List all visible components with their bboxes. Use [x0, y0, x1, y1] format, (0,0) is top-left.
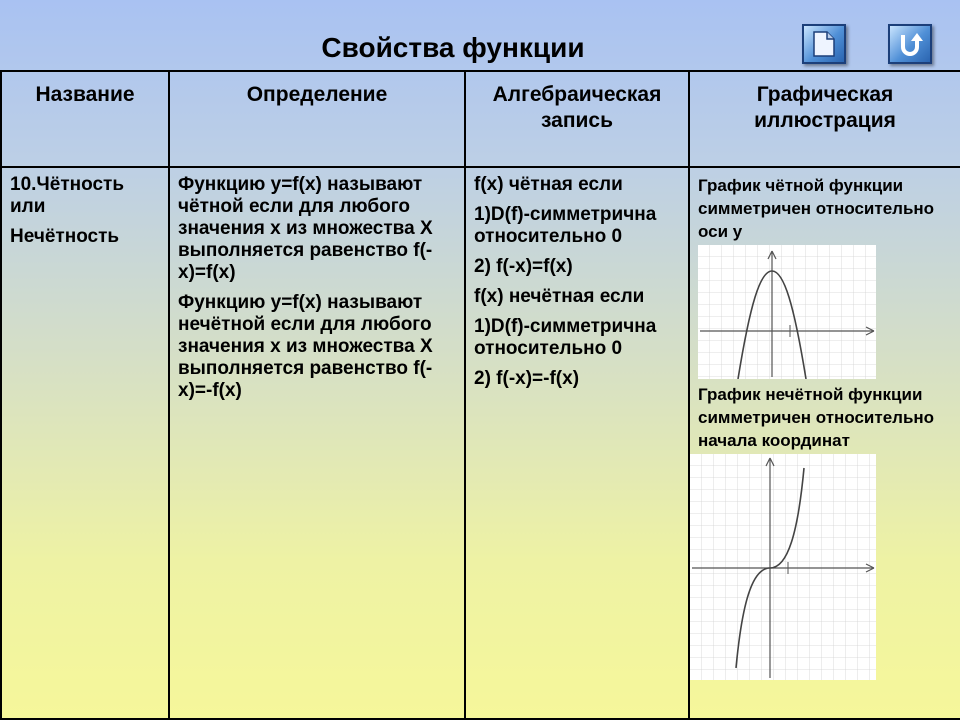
cell-name	[1, 167, 169, 719]
return-arrow-icon	[898, 31, 924, 59]
algebra-line: 1)D(f)-симметрична относительно 0	[474, 316, 657, 359]
cell-definition	[169, 167, 465, 719]
property-name-line1: 10.Чётность или	[10, 174, 125, 217]
document-button[interactable]	[802, 24, 846, 64]
table-header-row	[1, 71, 960, 167]
algebra-line: 2) f(-x)=-f(x)	[474, 368, 580, 389]
definition-odd: Функцию y=f(x) называют нечётной если для любого значения x из множества X выполняется равенство f(-x)=-f(x)	[178, 292, 433, 401]
algebra-line: f(x) чётная если	[474, 174, 623, 195]
algebra-line: f(x) нечётная если	[474, 286, 645, 307]
cell-algebra	[465, 167, 689, 719]
algebra-line: 2) f(-x)=f(x)	[474, 256, 573, 277]
even-function-graph	[698, 245, 876, 379]
page-title: Свойства функции	[321, 32, 585, 63]
table-row	[1, 167, 960, 719]
property-name-line2: Нечётность	[10, 226, 120, 247]
header-name: Название	[1, 71, 169, 167]
header-algebra: Алгебраическая запись	[465, 71, 689, 167]
definition-even: Функцию y=f(x) называют чётной если для любого значения x из множества X выполняется равенство f(-x)=f(x)	[178, 174, 433, 283]
cell-illustration	[689, 167, 960, 719]
document-icon	[812, 31, 836, 57]
algebra-line: 1)D(f)-симметрична относительно 0	[474, 204, 657, 247]
odd-function-graph	[690, 454, 876, 680]
even-caption: График чётной функции симметричен относительно оси у	[698, 176, 935, 241]
header-definition: Определение	[169, 71, 465, 167]
properties-table	[0, 70, 960, 720]
header-illustration: Графическая иллюстрация	[689, 71, 960, 167]
odd-caption: График нечётной функции симметричен относительно начала координат	[698, 385, 935, 450]
return-button[interactable]	[888, 24, 932, 64]
